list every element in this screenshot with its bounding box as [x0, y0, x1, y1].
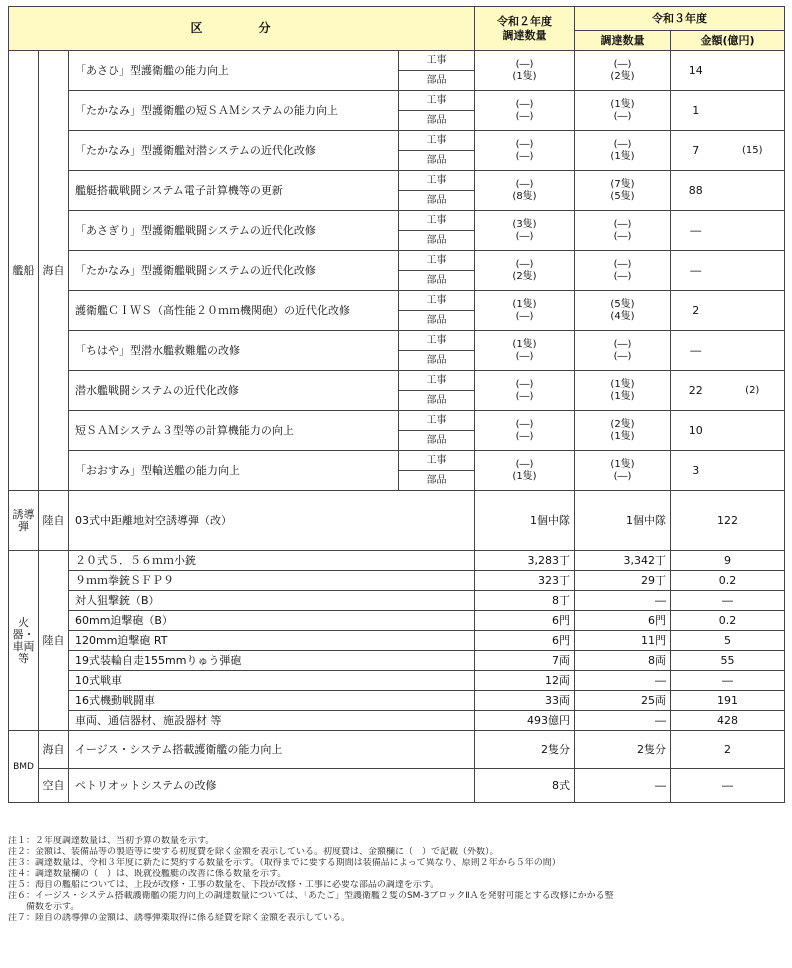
kind-buhin: 部品: [399, 231, 475, 251]
kind-buhin: 部品: [399, 311, 475, 331]
amount: ―: [671, 769, 785, 803]
ships-section: [9, 51, 785, 491]
r2-qty: (―) (―): [475, 371, 575, 411]
footnote-line: 注４：調達数量欄の（ ）は、既就役艦艇の改善に係る数量を示す。: [8, 869, 287, 879]
kind-buhin: 部品: [399, 151, 475, 171]
r3-qty: (―) (2隻): [575, 51, 671, 91]
r2-qty: 6門: [475, 631, 575, 651]
item-name: 車両、通信器材、施設器材 等: [69, 711, 475, 731]
r3-qty: 29丁: [575, 571, 671, 591]
item-name: 19式装輪自走155mmりゅう弾砲: [69, 651, 475, 671]
amount: ―: [671, 211, 721, 251]
amount: 10: [671, 411, 721, 451]
r3-qty: (―) (―): [575, 211, 671, 251]
table-row: [9, 51, 785, 71]
r3-qty: 1個中隊: [575, 491, 671, 551]
initial-cost: [721, 451, 785, 491]
r2-qty: (1隻) (―): [475, 331, 575, 371]
initial-cost: [721, 251, 785, 291]
item-name: 「ちはや」型潜水艦救難艦の改修: [69, 331, 399, 371]
kind-koji: 工事: [399, 211, 475, 231]
r3-qty: (1隻) (―): [575, 451, 671, 491]
r3-qty: (1隻) (1隻): [575, 371, 671, 411]
header-r3: 令和３年度: [575, 7, 785, 31]
r3-qty: (―) (―): [575, 331, 671, 371]
amount: 3: [671, 451, 721, 491]
group-label-firearms: 火器・車両等: [9, 551, 39, 731]
r2-qty: 323丁: [475, 571, 575, 591]
table-row: [9, 251, 785, 271]
r2-qty: 3,283丁: [475, 551, 575, 571]
r2-qty: (1隻) (―): [475, 291, 575, 331]
footnote-line: 注６：イージス・システム搭載護衛艦の能力向上の調達数量については、「あたご」型護衛艦２隻のSM-3ブロックⅡＡを発射可能とする改修にかかる整: [8, 891, 614, 901]
r2-qty: 8丁: [475, 591, 575, 611]
r2-qty: (―) (―): [475, 91, 575, 131]
r3-qty: 3,342丁: [575, 551, 671, 571]
kind-koji: 工事: [399, 91, 475, 111]
amount: ―: [671, 671, 785, 691]
item-name: 「たかなみ」型護衛艦対潜システムの近代化改修: [69, 131, 399, 171]
table-row: [9, 331, 785, 351]
branch-label-ships: 海自: [39, 51, 69, 491]
initial-cost: (15): [721, 131, 785, 171]
table-row: [9, 671, 785, 691]
r3-qty: (5隻) (4隻): [575, 291, 671, 331]
r2-qty: (―) (2隻): [475, 251, 575, 291]
r2-qty: 6門: [475, 611, 575, 631]
table-row: [9, 711, 785, 731]
r3-qty: (7隻) (5隻): [575, 171, 671, 211]
r3-qty: ―: [575, 591, 671, 611]
amount: 2: [671, 731, 785, 769]
r3-qty: ―: [575, 671, 671, 691]
r3-qty: (―) (―): [575, 251, 671, 291]
kind-koji: 工事: [399, 171, 475, 191]
table-row: [9, 211, 785, 231]
kind-koji: 工事: [399, 411, 475, 431]
table-row: [9, 551, 785, 571]
r2-qty: 1個中隊: [475, 491, 575, 551]
amount: 0.2: [671, 611, 785, 631]
initial-cost: [721, 211, 785, 251]
branch-label-bmd: 空自: [39, 769, 69, 803]
table-row: [9, 731, 785, 769]
r3-qty: 25両: [575, 691, 671, 711]
firearms-section: [9, 551, 785, 731]
header-kubun: 区 分: [9, 7, 475, 51]
item-name: 「たかなみ」型護衛艦の短ＳＡＭシステムの能力向上: [69, 91, 399, 131]
footnote-line: 注７：陸自の誘導弾の金額は、誘導弾薬取得に係る経費を除く金額を表示している。: [8, 913, 351, 923]
table-row: [9, 691, 785, 711]
footnotes: [8, 836, 784, 924]
table-row: [9, 291, 785, 311]
r2-qty: (3隻) (―): [475, 211, 575, 251]
header-r2: 令和２年度 調達数量: [475, 7, 575, 51]
procurement-table: [8, 6, 785, 803]
kind-koji: 工事: [399, 131, 475, 151]
amount: 0.2: [671, 571, 785, 591]
table-row: [9, 611, 785, 631]
r2-qty: 493億円: [475, 711, 575, 731]
item-name: 潜水艦戦闘システムの近代化改修: [69, 371, 399, 411]
kind-buhin: 部品: [399, 431, 475, 451]
r2-qty: (―) (―): [475, 131, 575, 171]
r2-qty: 12両: [475, 671, 575, 691]
r2-qty: 7両: [475, 651, 575, 671]
amount: 5: [671, 631, 785, 651]
item-name: 16式機動戦闘車: [69, 691, 475, 711]
footnote-line: 注５：海自の艦船については、上段が改修・工事の数量を、下段が改修・工事に必要な部品の調達を示す。: [8, 880, 440, 890]
amount: 88: [671, 171, 721, 211]
amount: 9: [671, 551, 785, 571]
footnote-line: 注２：金額は、装備品等の製造等に要する初度費を除く金額を表示している。初度費は、金額欄に（ ）で記載（外数）。: [8, 847, 499, 857]
item-name: 短ＳＡＭシステム３型等の計算機能力の向上: [69, 411, 399, 451]
kind-buhin: 部品: [399, 471, 475, 491]
amount: 428: [671, 711, 785, 731]
initial-cost: (2): [721, 371, 785, 411]
footnote-line: 注１：２年度調達数量は、当初予算の数量を示す。: [8, 836, 215, 846]
amount: 22: [671, 371, 721, 411]
amount: 1: [671, 91, 721, 131]
procurement-table-page: [8, 6, 784, 803]
r3-qty: 6門: [575, 611, 671, 631]
item-name: 護衛艦ＣＩＷＳ（高性能２０ｍｍ機関砲）の近代化改修: [69, 291, 399, 331]
r2-qty: (―) (8隻): [475, 171, 575, 211]
r2-qty: (―) (1隻): [475, 451, 575, 491]
r2-qty: 2隻分: [475, 731, 575, 769]
r3-qty: 11門: [575, 631, 671, 651]
item-name: 10式戦車: [69, 671, 475, 691]
kind-buhin: 部品: [399, 271, 475, 291]
item-name: 「たかなみ」型護衛艦戦闘システムの近代化改修: [69, 251, 399, 291]
kind-koji: 工事: [399, 331, 475, 351]
r3-qty: (―) (1隻): [575, 131, 671, 171]
item-name: 対人狙撃銃（B）: [69, 591, 475, 611]
missile-section: [9, 491, 785, 551]
r3-qty: 2隻分: [575, 731, 671, 769]
header-r3-qty: 調達数量: [575, 31, 671, 51]
initial-cost: [721, 171, 785, 211]
branch-label-missile: 陸自: [39, 491, 69, 551]
kind-buhin: 部品: [399, 71, 475, 91]
amount: ―: [671, 331, 721, 371]
table-row: [9, 171, 785, 191]
r3-qty: (1隻) (―): [575, 91, 671, 131]
table-row: [9, 591, 785, 611]
kind-koji: 工事: [399, 291, 475, 311]
amount: 191: [671, 691, 785, 711]
kind-buhin: 部品: [399, 351, 475, 371]
amount: 7: [671, 131, 721, 171]
table-row: [9, 131, 785, 151]
group-label-missile: 誘導弾: [9, 491, 39, 551]
item-name: ９ｍｍ拳銃ＳＦＰ９: [69, 571, 475, 591]
table-row: [9, 651, 785, 671]
table-row: [9, 571, 785, 591]
group-label-ships: 艦船: [9, 51, 39, 491]
table-row: [9, 631, 785, 651]
initial-cost: [721, 91, 785, 131]
table-row: [9, 769, 785, 803]
r3-qty: ―: [575, 711, 671, 731]
branch-label-firearms: 陸自: [39, 551, 69, 731]
bmd-section: [9, 731, 785, 803]
amount: 14: [671, 51, 721, 91]
table-row: [9, 491, 785, 551]
amount: ―: [671, 591, 785, 611]
item-name: 艦艇搭載戦闘システム電子計算機等の更新: [69, 171, 399, 211]
footnote-line: 注３：調達数量は、令和３年度に新たに契約する数量を示す。（取得までに要する期間は装備品によって異なり、原則２年から５年の間）: [8, 858, 561, 868]
amount: ―: [671, 251, 721, 291]
item-name: イージス・システム搭載護衛艦の能力向上: [69, 731, 475, 769]
kind-buhin: 部品: [399, 191, 475, 211]
r2-qty: 33両: [475, 691, 575, 711]
amount: 2: [671, 291, 721, 331]
item-name: 03式中距離地対空誘導弾（改）: [69, 491, 475, 551]
table-row: [9, 411, 785, 431]
item-name: 60mm迫撃砲（B）: [69, 611, 475, 631]
header-r3-amount: 金額(億円): [671, 31, 785, 51]
r2-qty: 8式: [475, 769, 575, 803]
item-name: ２０式５．５６ｍｍ小銃: [69, 551, 475, 571]
item-name: 「おおすみ」型輸送艦の能力向上: [69, 451, 399, 491]
initial-cost: [721, 331, 785, 371]
item-name: 120mm迫撃砲 RT: [69, 631, 475, 651]
kind-koji: 工事: [399, 51, 475, 71]
kind-koji: 工事: [399, 251, 475, 271]
table-row: [9, 91, 785, 111]
r2-qty: (―) (1隻): [475, 51, 575, 91]
group-label-bmd: BMD: [9, 731, 39, 803]
table-row: [9, 451, 785, 471]
kind-koji: 工事: [399, 371, 475, 391]
item-name: ペトリオットシステムの改修: [69, 769, 475, 803]
amount: 122: [671, 491, 785, 551]
branch-label-bmd: 海自: [39, 731, 69, 769]
kind-koji: 工事: [399, 451, 475, 471]
r3-qty: (2隻) (1隻): [575, 411, 671, 451]
item-name: 「あさぎり」型護衛艦戦闘システムの近代化改修: [69, 211, 399, 251]
r3-qty: ―: [575, 769, 671, 803]
kind-buhin: 部品: [399, 111, 475, 131]
r2-qty: (―) (―): [475, 411, 575, 451]
initial-cost: [721, 51, 785, 91]
table-row: [9, 371, 785, 391]
footnote-line: 備数を示す。: [8, 902, 80, 912]
initial-cost: [721, 291, 785, 331]
kind-buhin: 部品: [399, 391, 475, 411]
item-name: 「あさひ」型護衛艦の能力向上: [69, 51, 399, 91]
r3-qty: 8両: [575, 651, 671, 671]
initial-cost: [721, 411, 785, 451]
amount: 55: [671, 651, 785, 671]
